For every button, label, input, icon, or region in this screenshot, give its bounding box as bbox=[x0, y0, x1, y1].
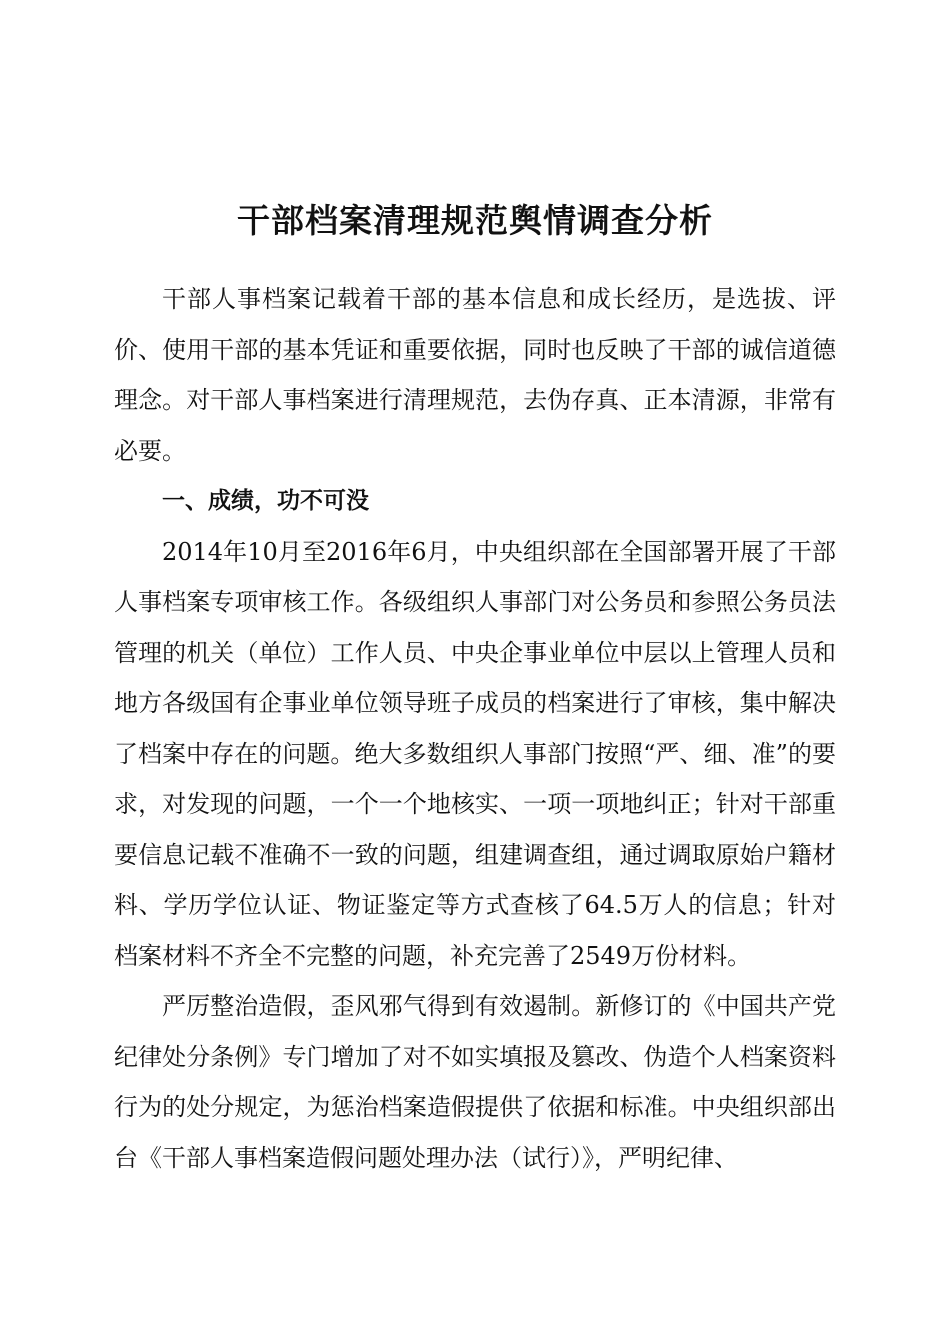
document-body bbox=[114, 274, 836, 1183]
document-title: 干部档案清理规范舆情调查分析 bbox=[237, 201, 713, 241]
paragraph-intro: 干部人事档案记载着干部的基本信息和成长经历，是选拔、评价、使用干部的基本凭证和重要依据，同时也反映了干部的诚信道德理念。对干部人事档案进行清理规范，去伪存真、正本清源，非常有必要。 bbox=[114, 285, 836, 465]
paragraph-anti-fraud: 严厉整治造假，歪风邪气得到有效遏制。新修订的《中国共产党纪律处分条例》专门增加了对不如实填报及篡改、伪造个人档案资料行为的处分规定，为惩治档案造假提供了依据和标准。中央组织部出台《干部人事档案造假问题处理办法（试行）》，严明纪律、 bbox=[114, 992, 836, 1172]
paragraph-archive-review: 2014年10月至2016年6月，中央组织部在全国部署开展了干部人事档案专项审核工作。各级组织人事部门对公务员和参照公务员法管理的机关（单位）工作人员、中央企事业单位中层以上管理人员和地方各级国有企事业单位领导班子成员的档案进行了审核，集中解决了档案中存在的问题。绝大多数组织人事部门按照“严、细、准”的要求，对发现的问题，一个一个地核实、一项一项地纠正；针对干部重要信息记载不准确不一致的问题，组建调查组，通过调取原始户籍材料、学历学位认证、物证鉴定等方式查核了64.5万人的信息；针对档案材料不齐全不完整的问题，补充完善了2549万份材料。 bbox=[114, 537, 836, 970]
section-heading-achievements: 一、成绩，功不可没 bbox=[162, 488, 369, 514]
